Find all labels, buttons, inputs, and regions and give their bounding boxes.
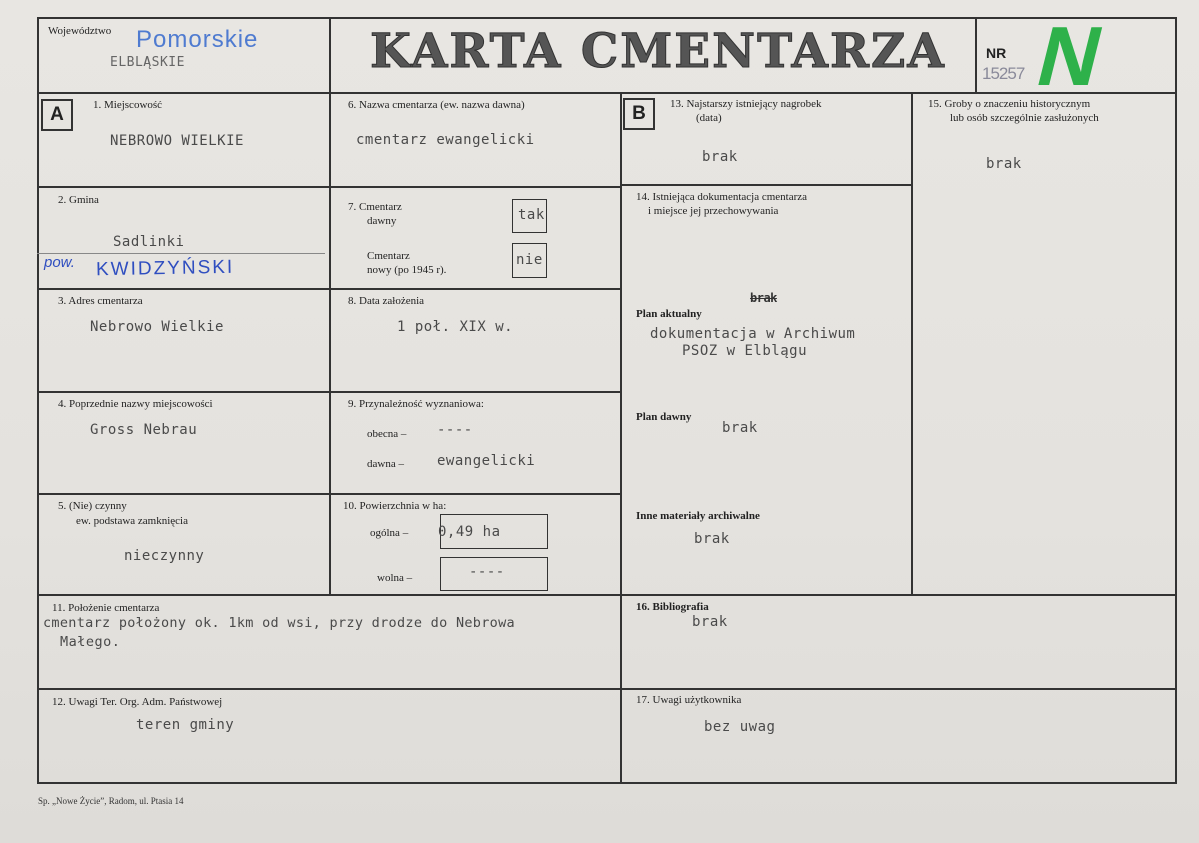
field-7-label-2: dawny (367, 215, 397, 227)
wolna-box (440, 557, 548, 591)
inne-label: Inne materiały archiwalne (636, 510, 760, 522)
plan-aktualny-label: Plan aktualny (636, 308, 702, 320)
field-5-label-1: 5. (Nie) czynny (58, 500, 127, 512)
wolna-value: ---- (469, 564, 505, 580)
wolna-label: wolna – (377, 572, 413, 584)
field-15-label-2: lub osób szczególnie zasłużonych (950, 112, 1099, 124)
field-12-label: 12. Uwagi Ter. Org. Adm. Państwowej (52, 696, 223, 708)
row-line-b1 (620, 184, 913, 186)
field-7-label-4: nowy (po 1945 r). (367, 264, 447, 276)
section-a-badge: A (41, 99, 73, 131)
header-divider-1 (329, 17, 331, 93)
frame-bottom (37, 782, 1177, 784)
ogolna-box (440, 514, 548, 549)
field-17-label: 17. Uwagi użytkownika (636, 694, 742, 706)
field-16-value: brak (692, 614, 728, 630)
field-12-value: teren gminy (136, 717, 235, 733)
field-2-label: 2. Gmina (58, 194, 99, 206)
nowy-checkbox (512, 243, 547, 278)
field-8-label: 8. Data założenia (348, 295, 425, 307)
inne-value: brak (694, 531, 730, 547)
field-14-label-2: i miejsce jej przechowywania (648, 205, 779, 217)
field-11-value-2: Małego. (60, 634, 121, 650)
field-9-label: 9. Przynależność wyznaniowa: (348, 398, 484, 410)
field-13-label-1: 13. Najstarszy istniejący nagrobek (670, 98, 822, 110)
plan-dawny-label: Plan dawny (636, 411, 692, 423)
field-11-value-1: cmentarz położony ok. 1km od wsi, przy drodze do Nebrowa (43, 615, 515, 631)
col-divider-b (911, 92, 913, 595)
field-10-label: 10. Powierzchnia w ha: (343, 500, 447, 512)
field-11-label: 11. Położenie cmentarza (52, 602, 160, 614)
row-line-4 (37, 493, 622, 495)
field-13-value: brak (702, 149, 738, 165)
wojewodztwo-typed: ELBLĄSKIE (110, 55, 185, 70)
ogolna-value: 0,49 ha (438, 524, 501, 540)
section-b-badge: B (623, 98, 655, 130)
frame-left (37, 17, 39, 784)
field-7-label-1: 7. Cmentarz (348, 201, 402, 213)
field-15-label-1: 15. Groby o znaczeniu historycznym (928, 98, 1091, 110)
header-bottom (37, 92, 1177, 94)
row-line-3 (37, 391, 622, 393)
field-2-hand-value: KWIDZYŃSKI (95, 256, 235, 281)
wojewodztwo-label: Województwo (48, 25, 112, 37)
field-4-label: 4. Poprzednie nazwy miejscowości (58, 398, 213, 410)
col-divider-mid (620, 92, 622, 784)
page-title: KARTA CMENTARZA (370, 24, 946, 79)
dawny-checkbox-value: tak (518, 207, 545, 223)
category-marker: N (1028, 9, 1113, 103)
nowy-checkbox-value: nie (516, 252, 543, 268)
field-3-value: Nebrowo Wielkie (90, 319, 224, 335)
printer-imprint: Sp. „Nowe Życie”, Radom, ul. Ptasia 14 (38, 796, 184, 806)
plan-aktualny-value-1: dokumentacja w Archiwum (650, 326, 856, 342)
field-17-value: bez uwag (704, 719, 776, 735)
nr-label: NR (986, 45, 1007, 61)
gmina-underline (37, 253, 325, 254)
field-1-label: 1. Miejscowość (93, 99, 163, 111)
field-6-label: 6. Nazwa cmentarza (ew. nazwa dawna) (348, 99, 525, 111)
wojewodztwo-stamp: Pomorskie (136, 26, 259, 53)
field-8-value: 1 poł. XIX w. (397, 319, 514, 335)
field-14-label-1: 14. Istniejąca dokumentacja cmentarza (636, 191, 808, 203)
dawna-label: dawna – (367, 458, 404, 470)
plan-dawny-value: brak (722, 420, 758, 436)
col-divider-a (329, 92, 331, 595)
field-4-value: Gross Nebrau (90, 422, 198, 438)
field-2-hand-prefix: pow. (44, 254, 75, 271)
field-6-value: cmentarz ewangelicki (356, 132, 535, 148)
obecna-value: ---- (437, 422, 473, 438)
row-line-6 (37, 688, 1177, 690)
field-16-label: 16. Bibliografia (636, 601, 709, 613)
row-line-1 (37, 186, 622, 188)
field-14-struck-value: brak (750, 291, 777, 305)
field-2-value: Sadlinki (113, 234, 185, 250)
field-7-label-3: Cmentarz (367, 250, 410, 262)
row-line-2 (37, 288, 622, 290)
field-5-value: nieczynny (124, 548, 205, 564)
field-5-label-2: ew. podstawa zamknięcia (76, 515, 188, 527)
row-line-5 (37, 594, 1177, 596)
ogolna-label: ogólna – (370, 527, 409, 539)
field-15-value: brak (986, 156, 1022, 172)
dawny-checkbox (512, 199, 547, 233)
header-divider-2 (975, 17, 977, 93)
dawna-value: ewangelicki (437, 453, 536, 469)
field-13-label-2: (data) (696, 112, 722, 124)
frame-right (1175, 17, 1177, 784)
obecna-label: obecna – (367, 428, 407, 440)
plan-aktualny-value-2: PSOZ w Elblągu (682, 343, 808, 359)
field-1-value: NEBROWO WIELKIE (110, 133, 244, 149)
frame-top (37, 17, 1177, 19)
nr-value: 15257 (982, 64, 1025, 83)
field-3-label: 3. Adres cmentarza (58, 295, 143, 307)
